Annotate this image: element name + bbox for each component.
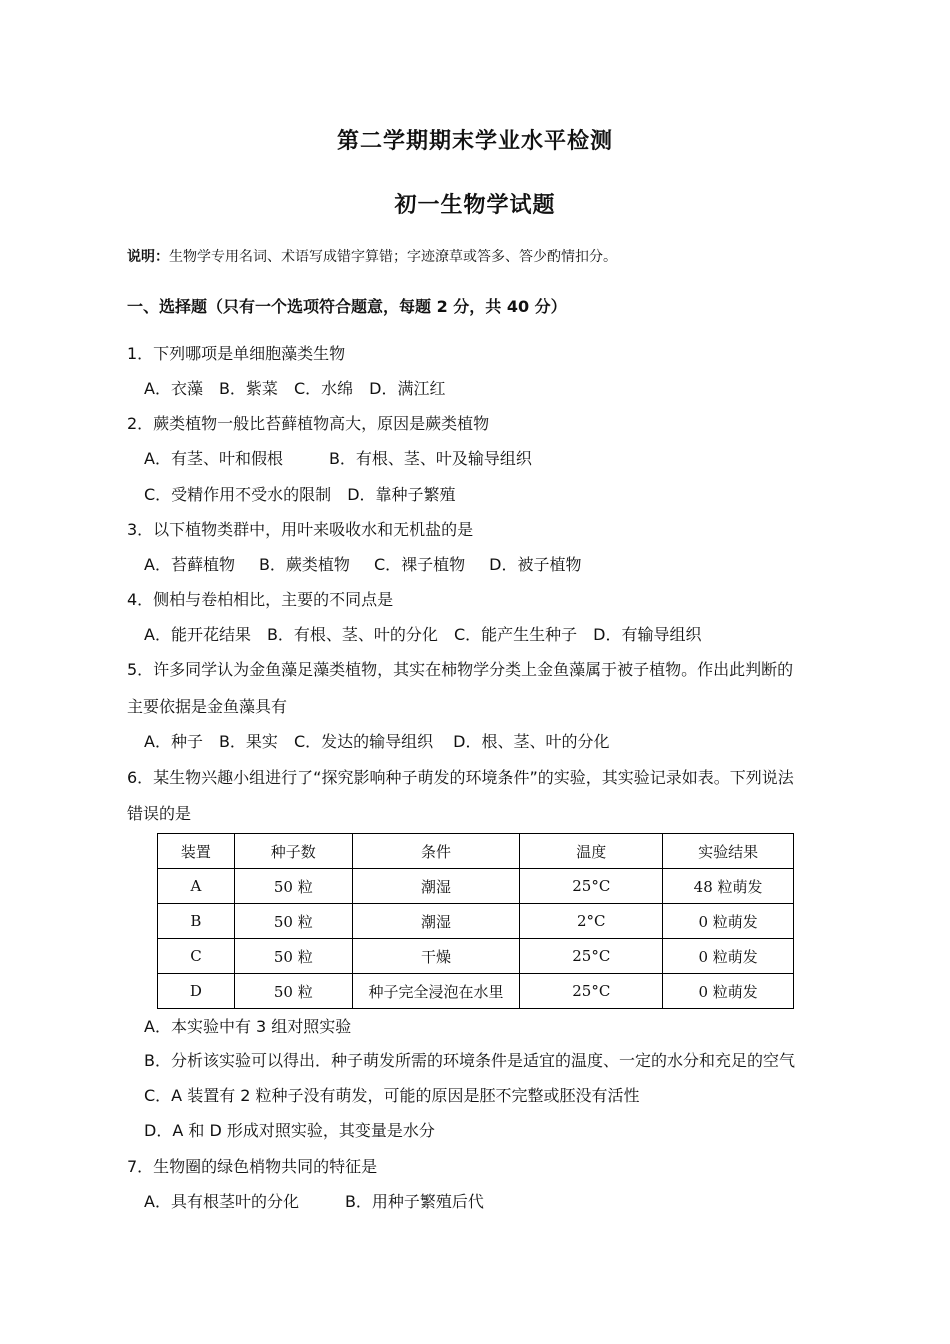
table-row [158, 939, 794, 974]
table-header-cell: 装置 [158, 834, 235, 869]
table-cell: C [158, 939, 235, 974]
table-cell: 种子完全浸泡在水里 [352, 974, 520, 1009]
question-2-stem: 2．蕨类植物一般比苔藓植物高大，原因是蕨类植物 [127, 414, 490, 433]
q2-option-c: C．受精作用不受水的限制 [144, 485, 332, 504]
table-cell: 25°C [520, 974, 663, 1009]
question-4-stem: 4．侧柏与卷柏相比，主要的不同点是 [127, 590, 394, 609]
q5-option-b: B．果实 [218, 732, 278, 751]
q3-option-c: C．裸子植物 [373, 555, 466, 574]
table-cell: 干燥 [352, 939, 520, 974]
table-cell: 50 粒 [234, 869, 352, 904]
table-cell: 50 粒 [234, 939, 352, 974]
table-cell: 50 粒 [234, 974, 352, 1009]
table-cell: 0 粒萌发 [663, 904, 794, 939]
q6-option-a: A．本实验中有 3 组对照实验 [144, 1017, 352, 1036]
note-label: 说明： [127, 249, 169, 265]
question-1-stem: 1．下列哪项是单细胞藻类生物 [127, 344, 346, 363]
exam-subtitle: 初一生物学试题 [394, 193, 556, 218]
experiment-table [157, 833, 794, 1009]
q2-option-b: B．有根、茎、叶及输导组织 [328, 449, 532, 468]
q4-option-c: C．能产生生种子 [453, 625, 578, 644]
q3-option-b: B．蕨类植物 [258, 555, 350, 574]
table-cell: 0 粒萌发 [663, 939, 794, 974]
q3-option-a: A．苔藓植物 [144, 555, 235, 574]
q1-option-c: C．水绵 [293, 379, 354, 398]
q5-option-c: C．发达的输导组织 [293, 732, 434, 751]
section-heading: 一、选择题（只有一个选项符合题意，每题 2 分，共 40 分） [127, 297, 567, 316]
q3-option-d: D．被子植物 [489, 555, 582, 574]
table-cell: A [158, 869, 235, 904]
table-header-cell: 实验结果 [663, 834, 794, 869]
q1-option-a: A．衣藻 [144, 379, 203, 398]
question-7-stem: 7．生物圈的绿色梢物共同的特征是 [127, 1157, 378, 1176]
table-cell: 25°C [520, 939, 663, 974]
question-6-stem-line1: 6．某生物兴趣小组进行了“探究影响种子萌发的环境条件”的实验，其实验记录如表。下列说法 [127, 768, 794, 787]
q2-option-a: A．有茎、叶和假根 [144, 449, 283, 468]
table-cell: 50 粒 [234, 904, 352, 939]
question-2-options-row2 [144, 482, 456, 505]
q5-option-d: D．根、茎、叶的分化 [453, 732, 610, 751]
question-2-options-row1 [144, 446, 532, 469]
q4-option-d: D．有输导组织 [593, 625, 702, 644]
table-header-cell: 温度 [520, 834, 663, 869]
table-cell: 25°C [520, 869, 663, 904]
q6-option-b: B．分析该实验可以得出．种子萌发所需的环境条件是适宜的温度、一定的水分和充足的空气 [144, 1051, 795, 1070]
q6-option-d: D．A 和 D 形成对照实验，其变量是水分 [144, 1121, 435, 1140]
instructions-note [127, 246, 617, 266]
question-5-stem-line2: 主要依据是金鱼藻具有 [127, 697, 288, 716]
question-3-stem: 3．以下植物类群中，用叶来吸收水和无机盐的是 [127, 520, 474, 539]
question-5-stem-line1: 5．许多同学认为金鱼藻足藻类植物，其实在柿物学分类上金鱼藻属于被子植物。作出此判断的 [127, 660, 794, 679]
note-text: 生物学专用名词、术语写成错字算错；字迹潦草或答多、答少酌情扣分。 [169, 249, 617, 265]
question-5-options [144, 729, 609, 752]
table-cell: 潮湿 [352, 869, 520, 904]
table-row [158, 904, 794, 939]
question-6-stem-line2: 错误的是 [127, 804, 192, 823]
question-3-options [144, 552, 581, 575]
q4-option-b: B．有根、茎、叶的分化 [266, 625, 438, 644]
table-cell: 0 粒萌发 [663, 974, 794, 1009]
q7-option-b: B．用种子繁殖后代 [344, 1192, 484, 1211]
table-cell: B [158, 904, 235, 939]
question-7-options [144, 1189, 484, 1212]
table-header-cell: 条件 [352, 834, 520, 869]
table-cell: 潮湿 [352, 904, 520, 939]
q4-option-a: A．能开花结果 [144, 625, 251, 644]
question-1-options [144, 376, 445, 399]
table-cell: 2°C [520, 904, 663, 939]
table-row [158, 869, 794, 904]
table-cell: 48 粒萌发 [663, 869, 794, 904]
table-cell: D [158, 974, 235, 1009]
table-header-row [158, 834, 794, 869]
q6-option-c: C．A 装置有 2 粒种子没有萌发，可能的原因是胚不完整或胚没有活性 [144, 1086, 640, 1105]
table-header-cell: 种子数 [234, 834, 352, 869]
question-4-options [144, 622, 701, 645]
table-row [158, 974, 794, 1009]
q2-option-d: D．靠种子繁殖 [347, 485, 456, 504]
q7-option-a: A．具有根茎叶的分化 [144, 1192, 299, 1211]
exam-title: 第二学期期末学业水平检测 [336, 129, 613, 154]
q1-option-d: D．满江红 [369, 379, 446, 398]
q5-option-a: A．种子 [144, 732, 203, 751]
q1-option-b: B．紫菜 [218, 379, 278, 398]
